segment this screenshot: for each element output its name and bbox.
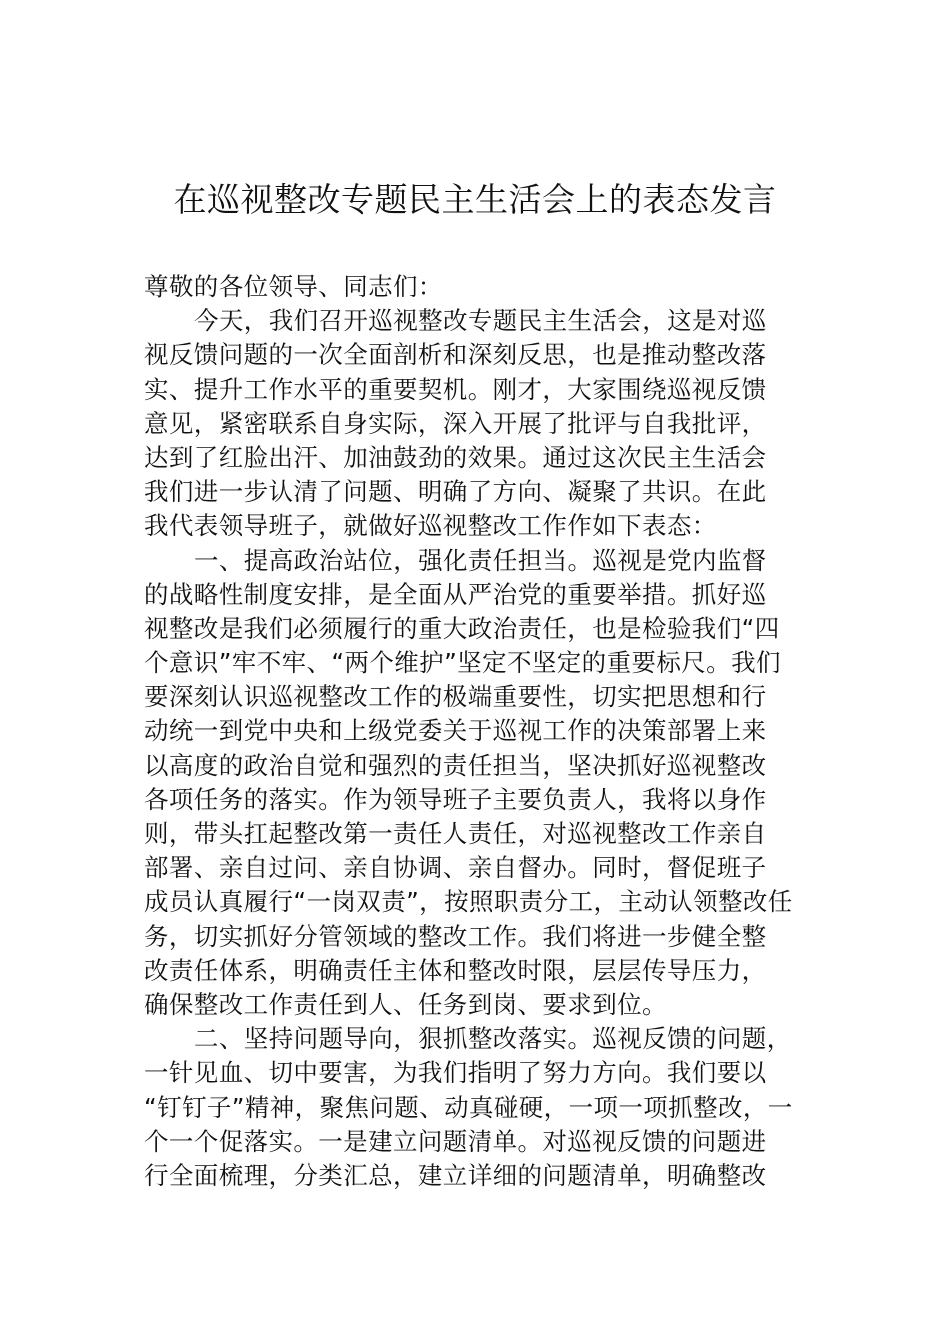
paragraph-line: 个意识”牢不牢、“两个维护”坚定不坚定的重要标尺。我们 <box>144 648 781 678</box>
paragraph-line: 动统一到党中央和上级党委关于巡视工作的决策部署上来 <box>144 716 767 746</box>
paragraph-line: 以高度的政治自觉和强烈的责任担当，坚决抓好巡视整改 <box>144 750 767 780</box>
paragraph-line: 改责任体系，明确责任主体和整改时限，层层传导压力， <box>144 955 767 985</box>
paragraph-line: 个一个促落实。一是建立问题清单。对巡视反馈的问题进 <box>144 1126 767 1156</box>
paragraph-line: 的战略性制度安排，是全面从严治党的重要举措。抓好巡 <box>144 579 767 609</box>
paragraph-line: 我代表领导班子，就做好巡视整改工作作如下表态： <box>144 511 717 541</box>
paragraph-line: 务，切实抓好分管领域的整改工作。我们将进一步健全整 <box>144 921 767 951</box>
paragraph-section-two <box>144 1022 810 1193</box>
paragraph-line: 我们进一步认清了问题、明确了方向、凝聚了共识。在此 <box>144 477 767 507</box>
document-body <box>144 270 810 1193</box>
paragraph-line: 达到了红脸出汗、加油鼓劲的效果。通过这次民主生活会 <box>144 442 767 472</box>
paragraph-line: 一、提高政治站位，强化责任担当。巡视是党内监督 <box>194 545 767 575</box>
paragraph-line: 确保整改工作责任到人、任务到岗、要求到位。 <box>144 989 667 1019</box>
paragraph-line: 各项任务的落实。作为领导班子主要负责人，我将以身作 <box>144 784 767 814</box>
paragraph-line: 成员认真履行“一岗双责”，按照职责分工，主动认领整改任 <box>144 887 793 917</box>
greeting-line: 尊敬的各位领导、同志们： <box>144 272 443 301</box>
paragraph-line: “钉钉子”精神，聚焦问题、动真碰硬，一项一项抓整改，一 <box>144 1092 793 1122</box>
paragraph-line: 一针见血、切中要害，为我们指明了努力方向。我们要以 <box>144 1058 767 1088</box>
paragraph-intro <box>144 304 810 543</box>
paragraph-line: 意见，紧密联系自身实际，深入开展了批评与自我批评， <box>144 408 767 438</box>
paragraph-line: 视整改是我们必须履行的重大政治责任，也是检验我们“四 <box>144 613 780 643</box>
paragraph-line: 部署、亲自过问、亲自协调、亲自督办。同时，督促班子 <box>144 853 767 883</box>
paragraph-line: 视反馈问题的一次全面剖析和深刻反思，也是推动整改落 <box>144 340 767 370</box>
document-title: 在巡视整改专题民主生活会上的表态发言 <box>173 180 777 219</box>
paragraph-line: 今天，我们召开巡视整改专题民主生活会，这是对巡 <box>194 306 767 336</box>
paragraph-line: 实、提升工作水平的重要契机。刚才，大家围绕巡视反馈 <box>144 374 767 404</box>
paragraph-line: 则，带头扛起整改第一责任人责任，对巡视整改工作亲自 <box>144 819 767 848</box>
paragraph-line: 二、坚持问题导向，狠抓整改落实。巡视反馈的问题， <box>194 1024 792 1054</box>
paragraph-line: 行全面梳理，分类汇总，建立详细的问题清单，明确整改 <box>144 1160 767 1190</box>
paragraph-line: 要深刻认识巡视整改工作的极端重要性，切实把思想和行 <box>144 682 767 712</box>
paragraph-section-one <box>144 544 810 1023</box>
